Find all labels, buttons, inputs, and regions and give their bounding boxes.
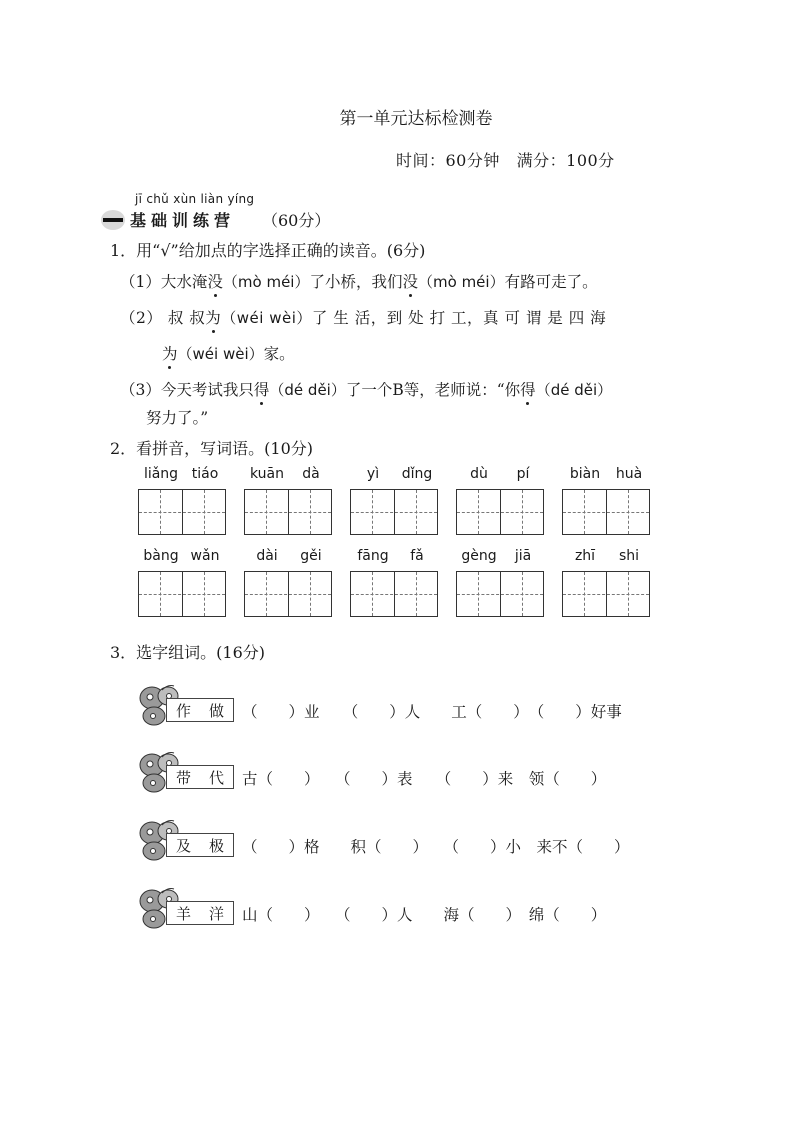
writing-grid[interactable]	[244, 466, 332, 535]
choice-char: 作	[175, 701, 191, 720]
q3-stem: 3．选字组词。(16分)	[110, 643, 266, 662]
writing-grid[interactable]	[562, 466, 650, 535]
pinyin-label: gèng	[461, 548, 497, 564]
dotted-char: 没	[207, 273, 223, 291]
choice-char: 代	[208, 768, 224, 787]
writing-grid[interactable]	[562, 548, 650, 617]
pinyin-label: fāng	[357, 548, 389, 564]
writing-grid[interactable]	[456, 466, 544, 535]
pinyin-label: dù	[470, 466, 488, 482]
char-choice-box	[166, 901, 234, 925]
fill-in-row[interactable]: （ ）业 （ ）人 工（ ） （ ）好事	[242, 703, 622, 721]
choice-char: 做	[208, 701, 224, 720]
writing-grid[interactable]	[350, 466, 438, 535]
pinyin-label: fǎ	[410, 548, 424, 564]
q1-item-1: （1）大水淹没（mò méi）了小桥，我们没（mò méi）有路可走了。	[120, 273, 598, 291]
dotted-char: 得	[253, 381, 270, 399]
pinyin-label: wǎn	[190, 548, 220, 564]
choice-char: 带	[175, 768, 191, 787]
pinyin-label: dǐng	[401, 466, 433, 482]
pinyin-label: yì	[366, 466, 380, 482]
number-one-badge-icon	[100, 209, 126, 231]
q1-item-2-cont: 为（wéi wèi）家。	[162, 345, 295, 363]
pinyin-label: tiáo	[191, 466, 219, 482]
q2-stem: 2．看拼音，写词语。(10分)	[110, 439, 314, 458]
pinyin-label: dà	[302, 466, 320, 482]
dotted-char: 得	[520, 381, 536, 399]
choice-char: 羊	[175, 904, 191, 923]
fill-in-row[interactable]: 山（ ） （ ）人 海（ ） 绵（ ）	[242, 906, 607, 924]
writing-grid[interactable]	[138, 466, 226, 535]
dotted-char: 没	[402, 273, 419, 291]
writing-grid[interactable]	[456, 548, 544, 617]
q1-stem: 1．用“√”给加点的字选择正确的读音。(6分)	[110, 241, 426, 260]
section-pinyin: jī chǔ xùn liàn yíng	[135, 192, 255, 206]
page-title: 第一单元达标检测卷	[339, 109, 493, 129]
pinyin-label: huà	[615, 466, 643, 482]
writing-grid[interactable]	[244, 548, 332, 617]
exam-meta	[396, 148, 615, 171]
dotted-char: 为	[162, 345, 178, 363]
pinyin-label: shi	[618, 548, 640, 564]
pinyin-label: jiā	[514, 548, 532, 564]
pinyin-label: gěi	[300, 548, 322, 564]
char-choice-box	[166, 833, 234, 857]
writing-grid[interactable]	[138, 548, 226, 617]
section-score: （60分）	[262, 211, 331, 230]
pinyin-label: biàn	[569, 466, 601, 482]
q1-item-3: （3）今天考试我只得（dé děi）了一个B等，老师说：“你得（dé děi）	[120, 381, 613, 399]
fill-in-row[interactable]: 古（ ） （ ）表 （ ）来 领（ ）	[242, 770, 607, 788]
score-label: 满分：100分	[516, 151, 615, 170]
pinyin-label: zhī	[574, 548, 596, 564]
pinyin-label: bàng	[143, 548, 179, 564]
pinyin-label: kuān	[249, 466, 284, 482]
choice-char: 极	[208, 836, 224, 855]
dotted-char: 为	[205, 309, 222, 327]
pinyin-label: pí	[516, 466, 530, 482]
writing-grid[interactable]	[350, 548, 438, 617]
fill-in-row[interactable]: （ ）格 积（ ） （ ）小 来不（ ）	[242, 838, 630, 856]
char-choice-box	[166, 698, 234, 722]
pinyin-label: dài	[256, 548, 278, 564]
choice-char: 洋	[208, 904, 224, 923]
char-choice-box	[166, 765, 234, 789]
q1-item-2: （2） 叔 叔为（wéi wèi）了 生 活，到 处 打 工，真 可 谓 是 四 海	[120, 309, 607, 327]
section-title: 基础训练营	[130, 211, 236, 230]
choice-char: 及	[175, 836, 191, 855]
q1-item-3-cont: 努力了。”	[146, 409, 209, 427]
time-label: 时间：60分钟	[396, 151, 500, 170]
pinyin-label: liǎng	[143, 466, 179, 482]
